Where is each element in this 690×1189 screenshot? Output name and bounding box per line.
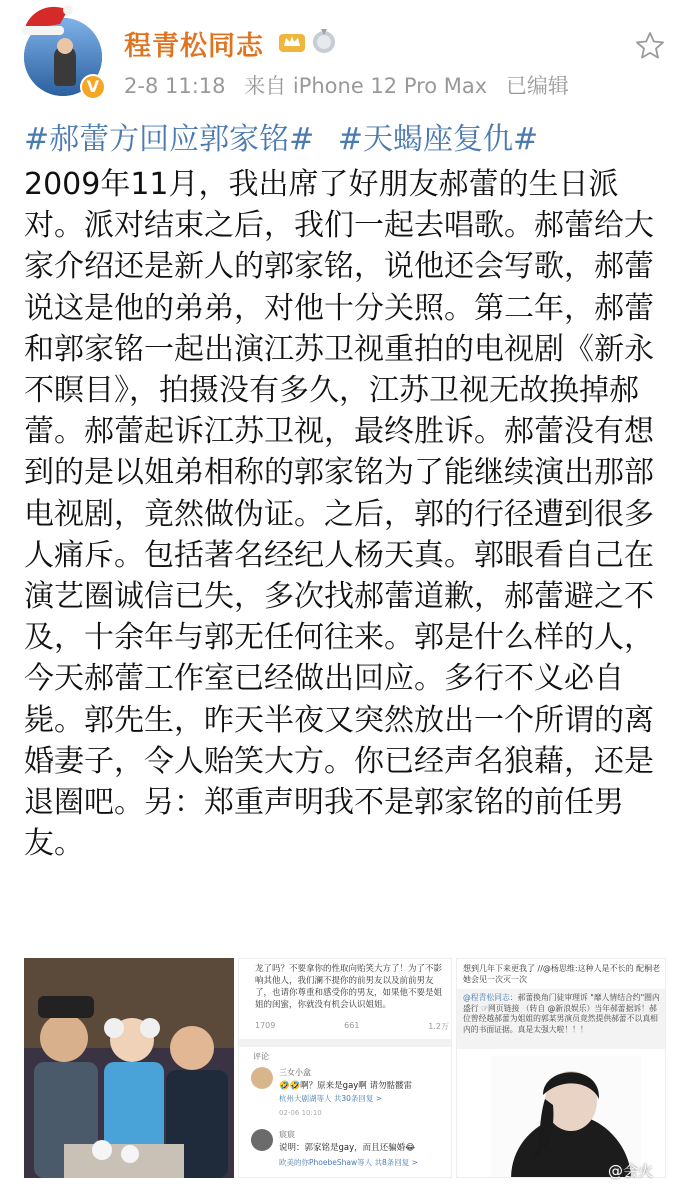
screenshot-post-text: 龙了吗？不要拿你的性取向贻笑大方了！为了不影响其他人，我们澜不提你的前男友以及前前男友了，也请你尊重和感受你的男友，如果他不要是姐姐的闺蜜，你就没有机会认识姐姐。	[255, 964, 443, 1010]
screenshot-top-text: 想到几年下来更我了 //@杨思维:这种人是不长的 配桐老她会见一次灭一次	[463, 964, 661, 984]
like-count: 1.2万	[428, 1022, 449, 1031]
username[interactable]: 程青松同志	[124, 31, 264, 62]
comments-label: 评论	[253, 1052, 269, 1061]
post-header	[0, 0, 690, 120]
favorite-star-icon[interactable]	[634, 30, 666, 62]
commenter-avatar	[251, 1067, 273, 1089]
screenshot-comments[interactable]	[238, 958, 452, 1178]
post-edited[interactable]: 已编辑	[505, 74, 569, 98]
image-grid	[24, 958, 666, 1178]
group-photo-illustration	[24, 958, 234, 1178]
post-content: 2009年11月，我出席了好朋友郝蕾的生日派对。派对结束之后，我们一起去唱歌。郝蕾给大家介绍还是新人的郭家铭，说他还会写歌，郝蕾说这是他的弟弟，对他十分关照。第二年，郝蕾和郭家铭一起出演江苏卫视重拍的电视剧《新永不瞑目》，拍摄没有多久，江苏卫视无故换掉郝蕾。郝蕾起诉江苏卫视，最终胜诉。郝蕾没有想到的是以姐弟相称的郭家铭为了能继续演出那部电视剧，竟然做伪证。之后，郭的行径遭到很多人痛斥。包括著名经纪人杨天真。郭眼看自己在演艺圈诚信已失，多次找郝蕾道歉，郝蕾避之不及，十余年与郭无任何往来。郭是什么样的人，今天郝蕾工作室已经做出回应。多行不义必自毙。郭先生，昨天半夜又突然放出一个所谓的离婚妻子，令人贻笑大方。你已经声名狼藉，还是退圈吧。另：郑重声明我不是郭家铭的前任男友。	[24, 167, 654, 862]
post-source: 来自 iPhone 12 Pro Max	[244, 74, 488, 98]
divider	[239, 1039, 452, 1047]
comment-replies: 欧美的你PhoebeShaw等人 共8条回复 >	[279, 1158, 418, 1167]
repost-count: 1709	[255, 1021, 276, 1030]
comment-text: 🤣🤣啊？原来是gay啊 请勿骷髅雷	[279, 1081, 413, 1091]
avatar-head	[57, 38, 73, 54]
commenter-avatar	[251, 1129, 273, 1151]
repost-box	[457, 989, 666, 1049]
comment-time: 02-06 10:10	[279, 1109, 322, 1117]
screenshot-repost[interactable]	[456, 958, 666, 1178]
hashtag-link[interactable]: #郝蕾方回应郭家铭#	[24, 122, 315, 157]
vip-crown-icon[interactable]	[278, 28, 306, 54]
comment-count: 661	[344, 1021, 360, 1030]
repost-author: @程青松同志	[463, 993, 510, 1002]
post-time: 2-8 11:18	[124, 74, 226, 98]
photo-thumbnail[interactable]	[24, 958, 234, 1178]
comment-replies: 杭州大剧湖等人 共30条回复 >	[279, 1094, 383, 1103]
santa-hat-icon	[20, 2, 74, 36]
post-meta	[124, 70, 581, 100]
hashtag-link[interactable]: #天蝎座复仇#	[337, 122, 539, 157]
verified-v-badge-icon: V	[80, 74, 106, 100]
watermark: @会火	[608, 1162, 654, 1180]
commenter-name: 宸宸	[279, 1130, 295, 1139]
hashtag-row	[24, 120, 674, 160]
comment-text: 说明：郭家铭是gay，而且还骗婚😂	[279, 1143, 416, 1153]
screenshot-stats	[255, 1021, 449, 1032]
commenter-name: 三女小盒	[279, 1068, 311, 1077]
medal-icon[interactable]	[311, 27, 337, 55]
repost-text: ：郝蕾换角门徒审理诉 "靡人情结合约"圈内盛行 ☞网页链接 （转自 @新浪娱乐）当年郝蕾据诉！郝位曾经越郝蕾为姐姐的郭某男演员竟然提供郝蕾不以真相内的书面证据。真是太强大啦！！！	[463, 993, 660, 1034]
